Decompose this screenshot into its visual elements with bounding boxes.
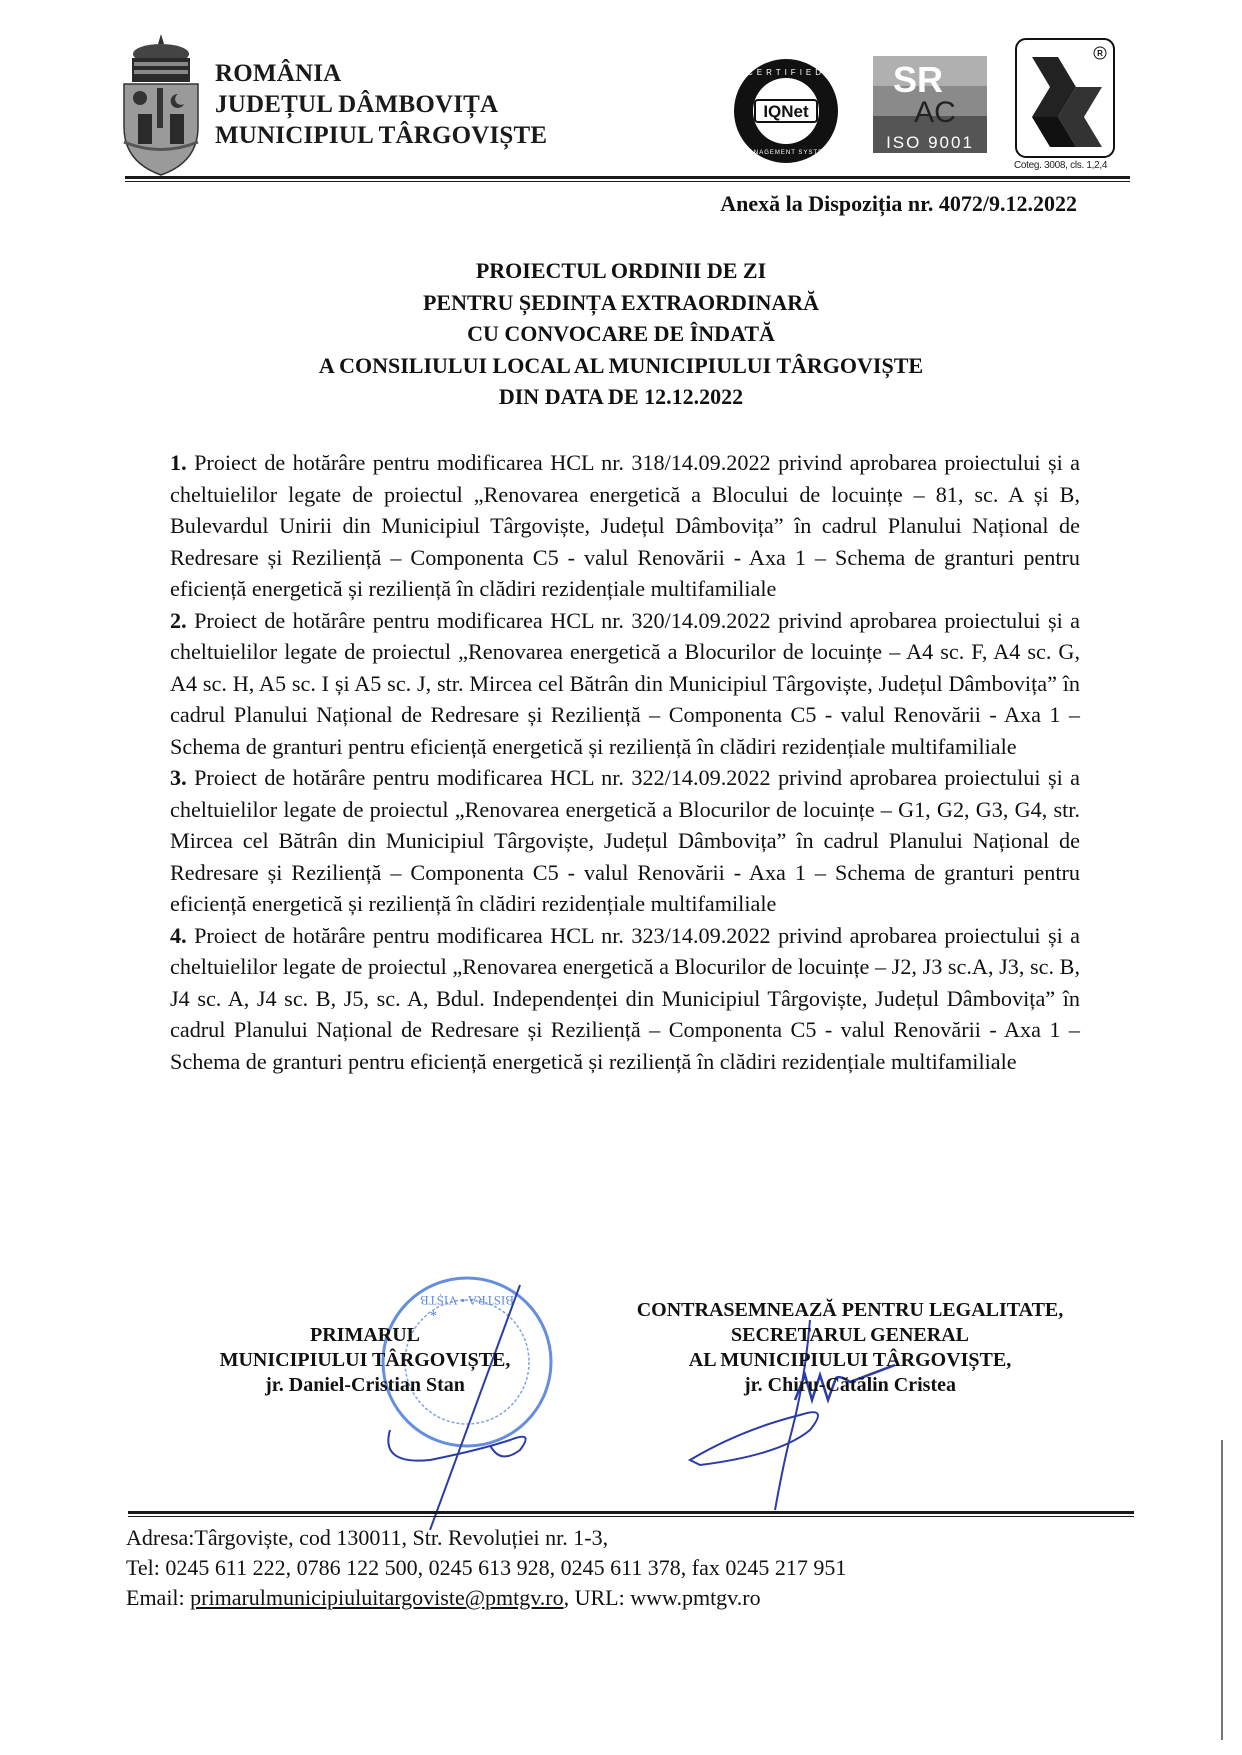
mayor-office: MUNICIPIULUI TÂRGOVIȘTE, — [219, 1349, 511, 1371]
mayor-signature-block — [185, 1323, 545, 1398]
contact-footer — [126, 1523, 846, 1613]
item-text: Proiect de hotărâre pentru modificarea HCL nr. 323/14.09.2022 privind aprobarea proiectului și a cheltuielilor legate de proiectul „Renovarea energetică a Blocurilor de locuințe – J2, J3 sc.A, J3, sc. B, J4 sc. A, J4 sc. B, J5, sc. A, Bdul. Independenței din Municipiul Târgoviște, Județul Dâmbovița” în cadrul Planului Național de Redresare și Reziliență – Componenta C5 - valul Renovării - Axa 1 – Schema de granturi pentru eficiență energetică și reziliență în clădiri rezidențiale multifamiliale — [170, 922, 1081, 1074]
secretary-title: SECRETARUL GENERAL — [730, 1324, 970, 1346]
item-number: 4. — [170, 922, 187, 948]
footer-divider-thick — [128, 1511, 1134, 1514]
item-number: 1. — [170, 450, 187, 475]
title-line: DIN DATA DE 12.12.2022 — [498, 384, 744, 409]
agenda-item — [170, 605, 1080, 763]
title-line: A CONSILIULUI LOCAL AL MUNICIPIULUI TÂRGOVIȘTE — [318, 352, 924, 378]
mayor-signature — [370, 1280, 570, 1530]
svg-text:IQNet: IQNet — [763, 102, 809, 121]
scan-edge-line — [1221, 1440, 1223, 1740]
registered-trademark-logo — [1014, 37, 1116, 159]
svg-text:SR: SR — [892, 59, 944, 100]
issuer-block — [215, 58, 547, 151]
website-link[interactable]: www.pmtgv.ro — [630, 1585, 761, 1610]
email-link[interactable]: primarulmunicipiuluitargoviste@pmtgv.ro — [190, 1585, 564, 1610]
svg-text:BISTRA • VIȘTB: BISTRA • VIȘTB — [420, 1293, 514, 1308]
svg-text:MANAGEMENT SYSTEM: MANAGEMENT SYSTEM — [742, 150, 830, 156]
agenda-item — [170, 447, 1080, 605]
countersign-label: CONTRASEMNEAZĂ PENTRU LEGALITATE, — [636, 1299, 1064, 1321]
agenda-list — [170, 447, 1080, 1077]
item-text: Proiect de hotărâre pentru modificarea HCL nr. 318/14.09.2022 privind aprobarea proiectului și a cheltuielilor legate de proiectul „Renovarea energetică a Blocului de locuințe – 81, sc. A și B, Bulevardul Unirii din Municipiul Târgoviște, Județul Dâmbovița” în cadrul Planului Național de Redresare și Reziliență – Componenta C5 - valul Renovării - Axa 1 – Schema de granturi pentru eficiență energetică și reziliență în clădiri rezidențiale multifamiliale — [170, 450, 1081, 601]
svg-text:R: R — [1097, 49, 1103, 58]
title-line: PROIECTUL ORDINII DE ZI — [475, 258, 767, 283]
item-text: Proiect de hotărâre pentru modificarea HCL nr. 322/14.09.2022 privind aprobarea proiectului și a cheltuielilor legate de proiectul „Renovarea energetică a Blocurilor de locuințe – G1, G2, G3, G4, str. Mircea cel Bătrân din Municipiul Târgoviște, Județul Dâmbovița” în cadrul Planului Național de Redresare și Reziliență – Componenta C5 - valul Renovării - Axa 1 – Schema de granturi pentru eficiență energetică și reziliență în clădiri rezidențiale multifamiliale — [170, 765, 1081, 916]
srac-iso9001-logo — [873, 56, 987, 153]
iqnet-certified-logo — [733, 58, 839, 164]
svg-text:CERTIFIED: CERTIFIED — [746, 68, 826, 77]
item-number: 3. — [170, 765, 187, 790]
mayor-title: PRIMARUL — [310, 1324, 420, 1346]
header-divider-thick — [125, 176, 1130, 179]
footer-divider-thin — [128, 1516, 1134, 1517]
title-line: CU CONVOCARE DE ÎNDATĂ — [467, 321, 775, 346]
agenda-item — [170, 762, 1080, 920]
phone-line: Tel: 0245 611 222, 0786 122 500, 0245 613 928, 0245 611 378, fax 0245 217 951 — [126, 1555, 847, 1580]
document-title — [0, 255, 1242, 413]
trademark-caption: Coteg. 3008, cls. 1,2,4 — [1014, 160, 1108, 171]
coat-of-arms-logo — [120, 32, 202, 177]
annex-reference: Anexă la Dispoziția nr. 4072/9.12.2022 — [720, 191, 1077, 216]
secretary-name: jr. Chiru-Cătălin Cristea — [743, 1374, 957, 1396]
url-label: , URL: — [563, 1585, 631, 1610]
item-text: Proiect de hotărâre pentru modificarea HCL nr. 320/14.09.2022 privind aprobarea proiectului și a cheltuielilor legate de proiectul „Renovarea energetică a Blocurilor de locuințe – A4 sc. F, A4 sc. G, A4 sc. H, A5 sc. I și A5 sc. J, str. Mircea cel Bătrân din Municipiul Târgoviște, Județul Dâmbovița” în cadrul Planului Național de Redresare și Reziliență – Componenta C5 - valul Renovării - Axa 1 – Schema de granturi pentru eficiență energetică și reziliență în clădiri rezidențiale multifamiliale — [170, 607, 1081, 759]
address-line: Adresa:Târgoviște, cod 130011, Str. Revoluției nr. 1-3, — [126, 1525, 609, 1550]
mayor-name: jr. Daniel-Cristian Stan — [265, 1374, 465, 1396]
email-label: Email: — [126, 1585, 191, 1610]
item-number: 2. — [170, 607, 187, 633]
county-name: JUDEȚUL DÂMBOVIȚA — [215, 91, 499, 118]
secretary-signature-block — [600, 1298, 1100, 1398]
email-line — [126, 1583, 846, 1613]
svg-text:*: * — [430, 1309, 437, 1324]
title-line: PENTRU ȘEDINȚA EXTRAORDINARĂ — [422, 289, 820, 315]
svg-text:AC: AC — [914, 96, 956, 129]
svg-text:ISO 9001: ISO 9001 — [886, 133, 974, 152]
header-divider-thin — [125, 181, 1130, 182]
secretary-office: AL MUNICIPIULUI TÂRGOVIȘTE, — [688, 1349, 1012, 1371]
municipality-name: MUNICIPIUL TÂRGOVIȘTE — [215, 122, 548, 149]
agenda-item — [170, 920, 1080, 1078]
country-name: ROMÂNIA — [215, 60, 342, 87]
